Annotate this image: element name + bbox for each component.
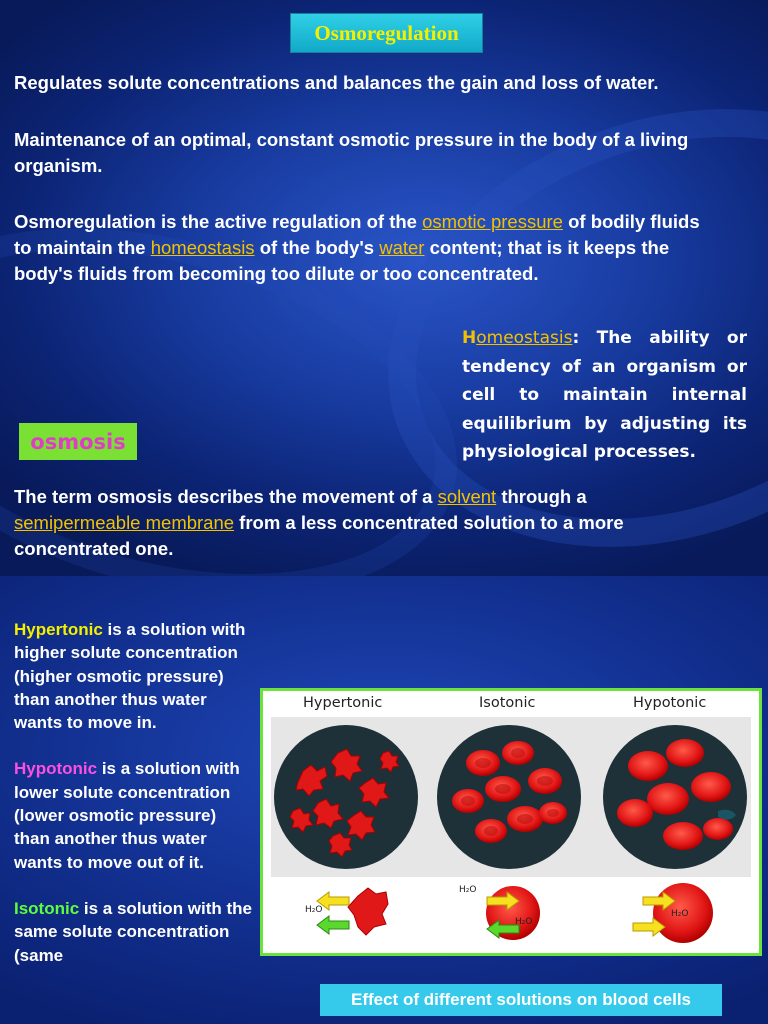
- link-water[interactable]: water: [379, 237, 425, 258]
- hypotonic-keyword: Hypotonic: [14, 759, 98, 779]
- page-title: Osmoregulation: [314, 20, 459, 45]
- paragraph-regulates: Regulates solute concentrations and balances the gain and loss of water.: [14, 72, 659, 93]
- text: content; that is it keeps the body's fluids from becoming too dilute or too concentrated.: [14, 237, 670, 284]
- definition-initial: H: [462, 328, 477, 348]
- text: from a less concentrated solution to a more concentrated one.: [14, 512, 624, 559]
- water-label: H₂O: [459, 885, 477, 895]
- isotonic-text: is a solution with the same solute concentration (same: [14, 898, 253, 965]
- label-hypertonic: Hypertonic: [303, 695, 383, 711]
- water-label: H₂O: [305, 905, 323, 915]
- label-isotonic: Isotonic: [479, 695, 536, 711]
- title-box: [290, 13, 483, 53]
- osmosis-label: osmosis: [30, 429, 126, 454]
- link-osmotic-pressure[interactable]: osmotic pressure: [422, 211, 563, 232]
- single-cells-row: [348, 883, 713, 943]
- text: of the body's: [254, 237, 380, 258]
- link-homeostasis[interactable]: homeostasis: [150, 237, 255, 258]
- slide-tonicity: [0, 576, 768, 1024]
- figure-caption: [320, 984, 722, 1016]
- link-homeostasis-term[interactable]: omeostasis: [476, 328, 573, 348]
- paragraph-maintenance: Maintenance of an optimal, constant osmotic pressure in the body of a living organism.: [14, 129, 689, 176]
- isotonic-keyword: Isotonic: [14, 898, 80, 918]
- text: Osmoregulation is the active regulation of the: [14, 211, 423, 232]
- link-solvent[interactable]: solvent: [437, 486, 497, 507]
- definition-text: : The ability or tendency of an organism or cell to maintain internal equilibrium by adjusting its physiological processes.: [462, 328, 747, 462]
- water-label: H₂O: [671, 909, 689, 919]
- paragraph-osmoregulation-definition: [14, 209, 714, 287]
- osmosis-badge: [19, 423, 137, 460]
- tonicity-definitions: [14, 618, 254, 990]
- label-hypotonic: Hypotonic: [633, 695, 707, 711]
- isotonic-definition: [14, 897, 254, 967]
- hypertonic-text: is a solution with higher solute concentration (higher osmotic pressure) than another thus water wants to move in.: [14, 620, 246, 733]
- hypertonic-keyword: Hypertonic: [14, 620, 103, 639]
- homeostasis-definition: [462, 324, 747, 467]
- caption-text: Effect of different solutions on blood cells: [350, 990, 691, 1009]
- paragraph-osmosis-term: [14, 484, 714, 562]
- text: The term osmosis describes the movement of a: [14, 486, 438, 507]
- water-label: H₂O: [515, 917, 533, 927]
- hypotonic-text: is a solution with lower solute concentration (lower osmotic pressure) than another thus water wants to move out of it.: [14, 759, 240, 872]
- blood-cell-figure: [260, 688, 762, 956]
- text: of bodily fluids to maintain the: [14, 211, 700, 258]
- text: through a: [496, 486, 587, 507]
- hypotonic-definition: [14, 757, 254, 873]
- link-semipermeable-membrane[interactable]: semipermeable membrane: [14, 512, 235, 533]
- hypertonic-definition: [14, 618, 254, 734]
